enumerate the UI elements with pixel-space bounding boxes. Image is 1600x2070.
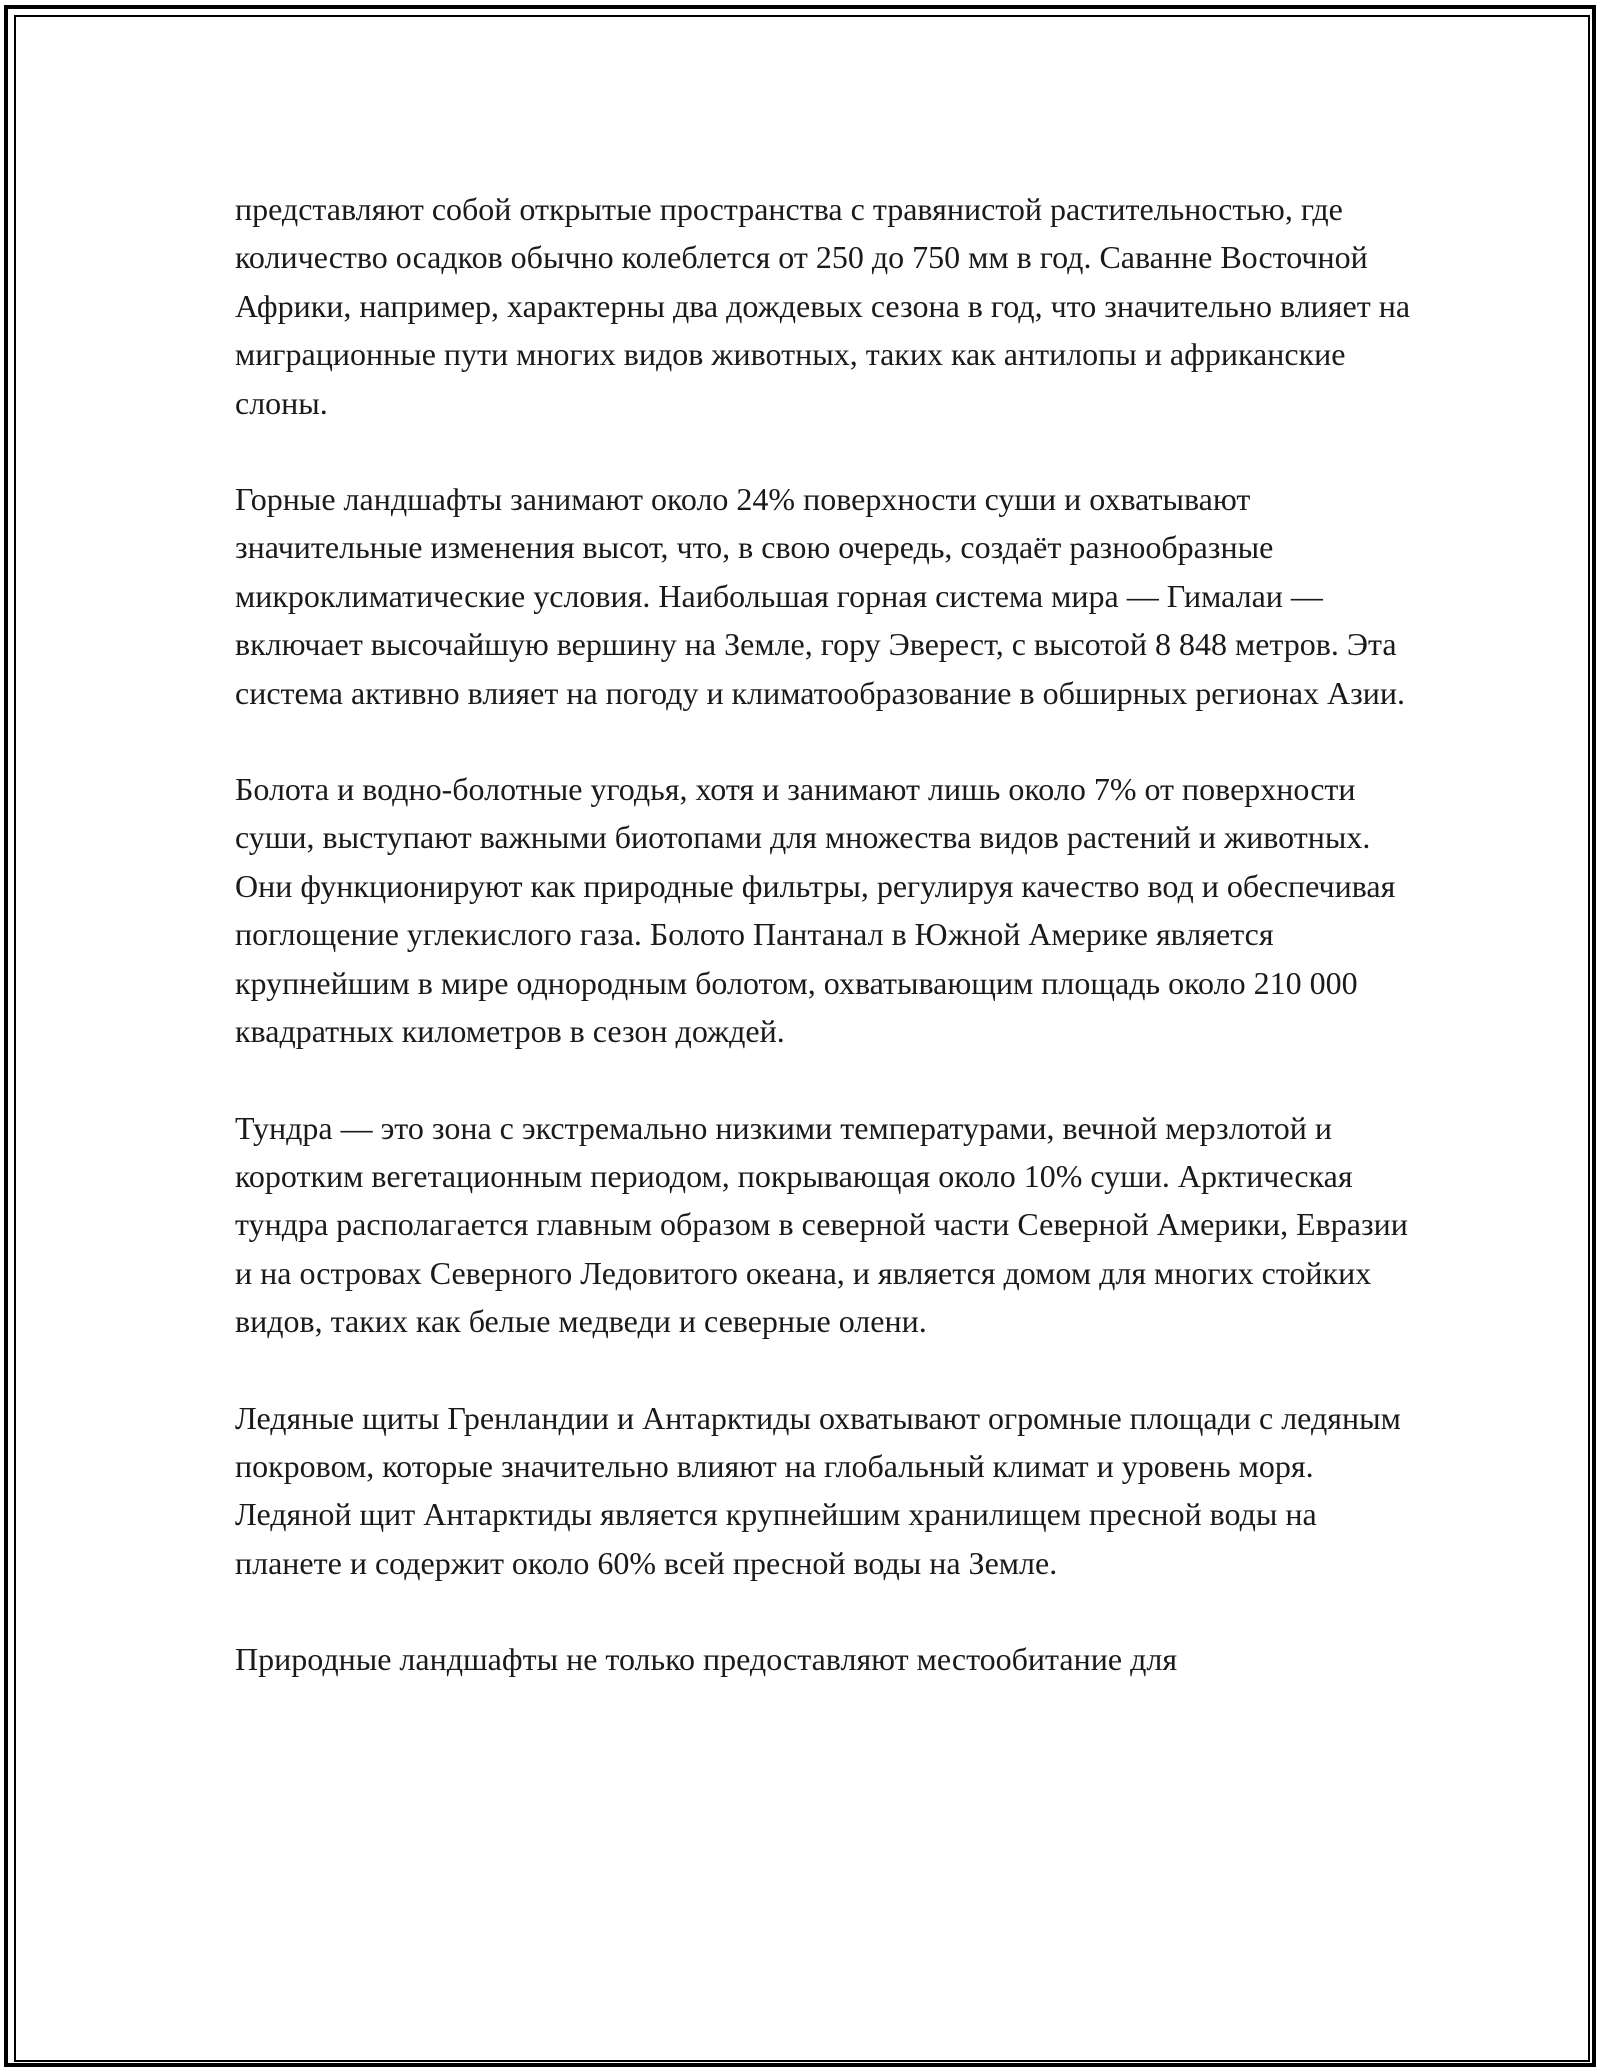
paragraph-tundra: Тундра — это зона с экстремально низкими температурами, вечной мерзлотой и коротким вегетационным периодом, покрывающая около 10% суши. Арктическая тундра располагается главным образом в северной части Северной Америки, Евразии и на островах Северного Ледовитого океана, и является домом для многих стойких видов, таких как белые медведи и северные олени. [235,1109,1408,1340]
paragraph-ice-sheets: Ледяные щиты Гренландии и Антарктиды охватывают огромные площади с ледяным покровом, которые значительно влияют на глобальный климат и уровень моря. Ледяной щит Антарктиды является крупнейшим хранилищем пресной воды на планете и содержит около 60% всей пресной воды на Земле. [235,1399,1401,1581]
document-body [235,185,1415,1684]
paragraph-landscapes: Природные ландшафты не только предоставляют местообитание для [235,1641,1178,1678]
paragraph-wetlands: Болота и водно-болотные угодья, хотя и занимают лишь около 7% от поверхности суши, выступают важными биотопами для множества видов растений и животных. Они функционируют как природные фильтры, регулируя качество вод и обеспечивая поглощение углекислого газа. Болото Пантанал в Южной Америке является крупнейшим в мире однородным болотом, охватывающим площадь около 210 000 квадратных километров в сезон дождей. [235,771,1396,1050]
paragraph-mountains: Горные ландшафты занимают около 24% поверхности суши и охватывают значительные изменения высот, что, в свою очередь, создаёт разнообразные микроклиматические условия. Наибольшая горная система мира — Гималаи — включает высочайшую вершину на Земле, гору Эверест, с высотой 8 848 метров. Эта система активно влияет на погоду и климатообразование в обширных регионах Азии. [235,481,1406,711]
paragraph-savanna: представляют собой открытые пространства с травянистой растительностью, где количество осадков обычно колеблется от 250 до 750 мм в год. Саванне Восточной Африки, например, характерны два дождевых сезона в год, что значительно влияет на миграционные пути многих видов животных, таких как антилопы и африканские слоны. [235,191,1411,421]
